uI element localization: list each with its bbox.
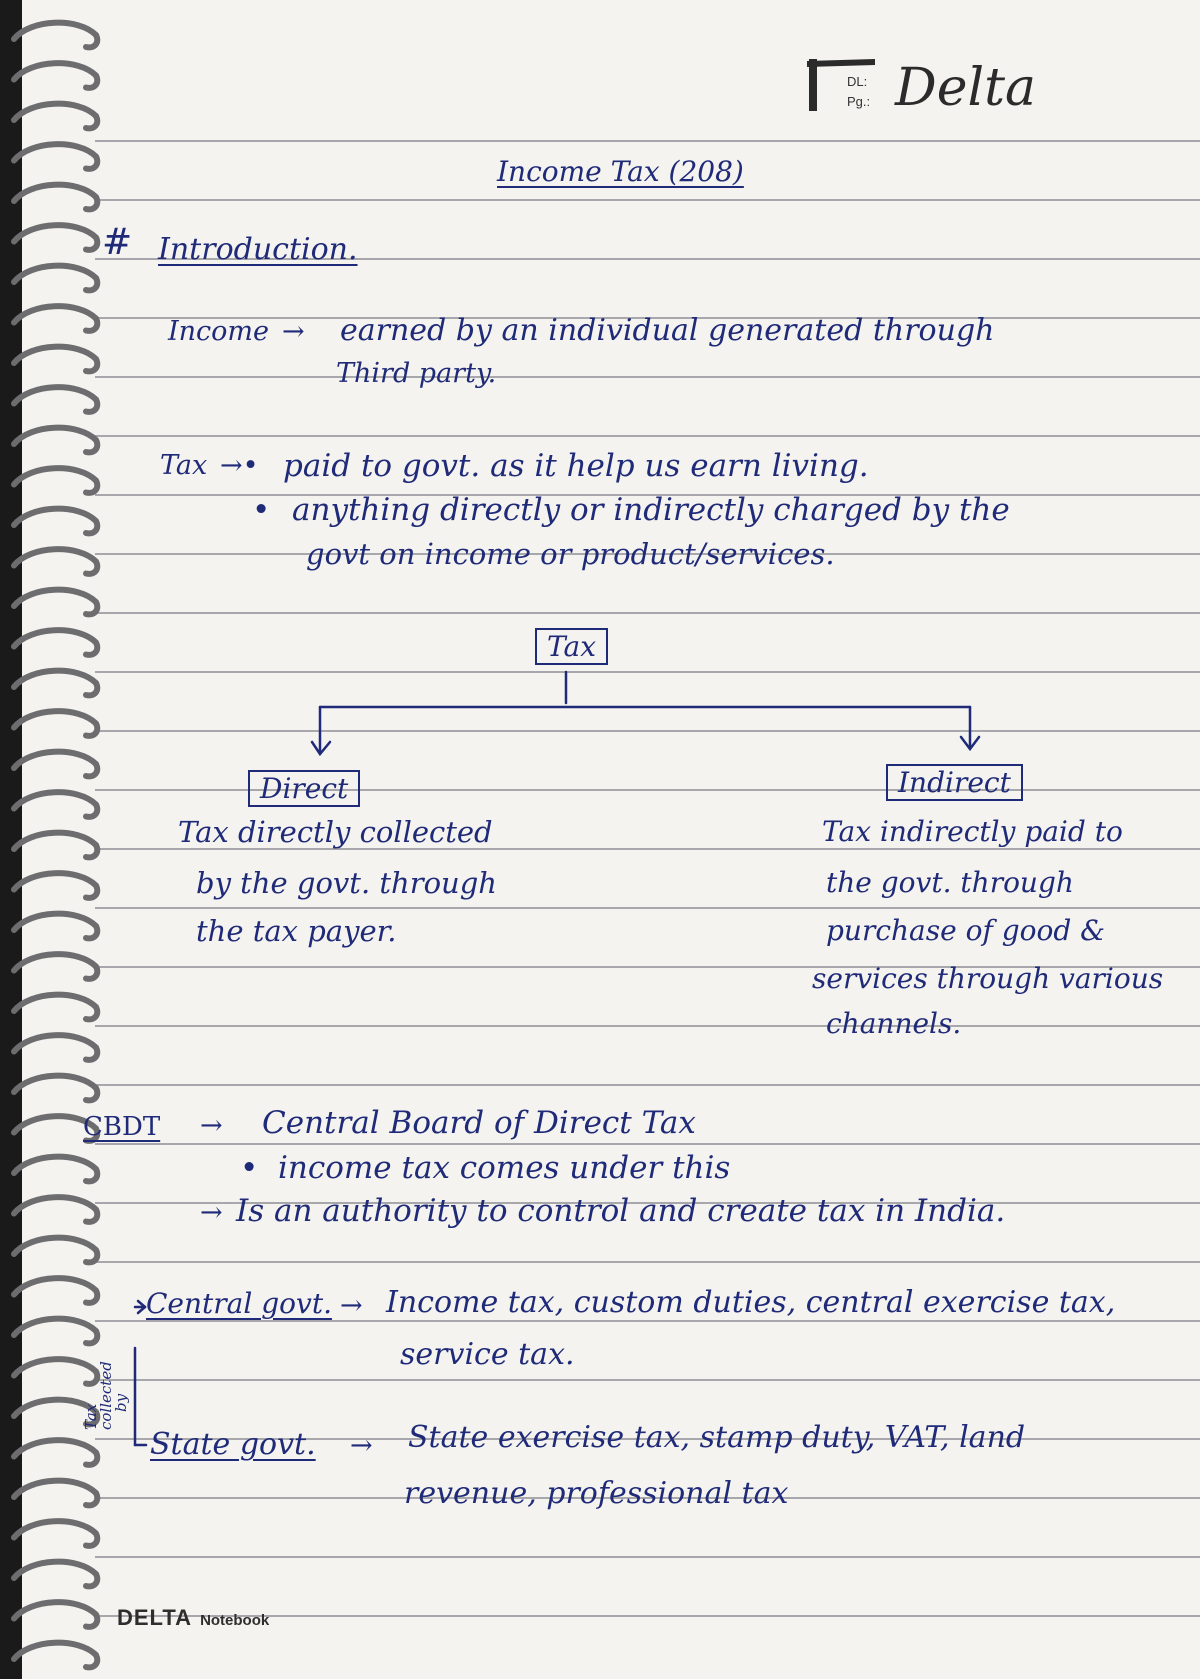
spiral-coil bbox=[14, 266, 97, 291]
central-line-2: service tax. bbox=[400, 1337, 575, 1372]
footer-brand bbox=[117, 1605, 269, 1631]
spiral-coil bbox=[14, 185, 97, 210]
footer-brand-sub: Notebook bbox=[200, 1612, 270, 1629]
spiral-coil bbox=[14, 792, 97, 817]
cbdt-bullet-dot: • bbox=[240, 1150, 259, 1186]
spiral-coil bbox=[14, 995, 97, 1020]
spiral-coil bbox=[14, 549, 97, 574]
state-line-2: revenue, professional tax bbox=[404, 1476, 789, 1511]
tax-term: Tax bbox=[160, 450, 208, 481]
spiral-coil bbox=[14, 63, 97, 88]
spiral-coil bbox=[14, 1157, 97, 1182]
spiral-coil bbox=[14, 954, 97, 979]
state-line-1: State exercise tax, stamp duty, VAT, land bbox=[408, 1420, 1026, 1455]
spiral-coil bbox=[14, 1319, 97, 1344]
spiral-coil bbox=[14, 1643, 97, 1668]
income-arrow: → bbox=[282, 316, 305, 347]
indirect-desc-line-3: purchase of good & bbox=[826, 914, 1106, 947]
footer-brand-name: DELTA bbox=[117, 1605, 193, 1630]
central-govt-label: Central govt. bbox=[146, 1287, 332, 1320]
spiral-coil bbox=[14, 1481, 97, 1506]
spiral-coil bbox=[14, 1562, 97, 1587]
brand-logo bbox=[805, 55, 895, 121]
spiral-coil bbox=[14, 104, 97, 129]
tax-bullet-2-line-2: govt on income or product/services. bbox=[306, 537, 835, 571]
tax-arrow: →• bbox=[220, 450, 259, 481]
spiral-coil bbox=[14, 1076, 97, 1101]
income-term: Income bbox=[168, 316, 270, 347]
diagram-indirect-box: Indirect bbox=[886, 764, 1023, 801]
cbdt-arrow: → bbox=[200, 1110, 223, 1141]
spiral-coil bbox=[14, 468, 97, 493]
dl-label: DL: bbox=[847, 74, 868, 89]
indirect-desc-line-2: the govt. through bbox=[826, 866, 1074, 899]
spiral-coil bbox=[14, 752, 97, 777]
tax-bullet-1: paid to govt. as it help us earn living. bbox=[283, 448, 869, 484]
diagram-root-tax: Tax bbox=[535, 628, 608, 665]
cbdt-full-name: Central Board of Direct Tax bbox=[262, 1105, 696, 1141]
pg-label: Pg.: bbox=[847, 94, 871, 109]
spiral-coil bbox=[14, 1521, 97, 1546]
indirect-desc-line-5: channels. bbox=[826, 1007, 962, 1040]
page-title: Income Tax (208) bbox=[497, 155, 744, 188]
spiral-coil bbox=[14, 873, 97, 898]
cbdt-authority-line: Is an authority to control and create tax in India. bbox=[236, 1193, 1006, 1229]
spiral-coil bbox=[14, 833, 97, 858]
tax-collected-by-label: Tax collected by bbox=[82, 1361, 130, 1430]
indirect-desc-line-4: services through various bbox=[812, 962, 1164, 995]
spiral-coil bbox=[14, 509, 97, 534]
spiral-coil bbox=[14, 144, 97, 169]
spiral-coil bbox=[14, 630, 97, 655]
cbdt-bullet-text: income tax comes under this bbox=[278, 1150, 731, 1186]
spiral-coil bbox=[14, 1278, 97, 1303]
income-line-1: earned by an individual generated through bbox=[340, 313, 995, 348]
central-arrow: → bbox=[340, 1290, 363, 1321]
spiral-coil bbox=[14, 23, 97, 48]
indirect-desc-line-1: Tax indirectly paid to bbox=[822, 815, 1123, 848]
tax-bullet-2-line-1: anything directly or indirectly charged by the bbox=[292, 492, 1010, 528]
tax-bullet-2-dot: • bbox=[252, 492, 271, 528]
state-govt-label: State govt. bbox=[150, 1427, 316, 1462]
spiral-coil bbox=[14, 347, 97, 372]
spiral-coil bbox=[14, 914, 97, 939]
spiral-coil bbox=[14, 1440, 97, 1465]
direct-desc-line-3: the tax payer. bbox=[196, 914, 397, 948]
spiral-coil bbox=[14, 1238, 97, 1263]
cbdt-abbr: CBDT bbox=[83, 1112, 161, 1142]
central-line-1: Income tax, custom duties, central exercise tax, bbox=[386, 1285, 1116, 1320]
spiral-coil bbox=[14, 1197, 97, 1222]
spiral-coil bbox=[14, 1035, 97, 1060]
brand-name: Delta bbox=[895, 58, 1036, 118]
heading-hash: # bbox=[102, 222, 133, 263]
income-line-2: Third party. bbox=[336, 358, 497, 389]
spiral-coil bbox=[14, 590, 97, 615]
spiral-coil bbox=[14, 671, 97, 696]
spiral-coil bbox=[14, 428, 97, 453]
heading-introduction: Introduction. bbox=[158, 232, 358, 267]
spiral-coil bbox=[14, 387, 97, 412]
state-arrow: → bbox=[350, 1430, 373, 1461]
spiral-coil bbox=[14, 225, 97, 250]
spiral-coil bbox=[14, 711, 97, 736]
cbdt-arrow-2: → bbox=[200, 1197, 223, 1228]
direct-desc-line-2: by the govt. through bbox=[196, 866, 497, 900]
diagram-direct-box: Direct bbox=[248, 770, 360, 807]
direct-desc-line-1: Tax directly collected bbox=[178, 815, 493, 849]
spiral-coil bbox=[14, 306, 97, 331]
spiral-coil bbox=[14, 1602, 97, 1627]
